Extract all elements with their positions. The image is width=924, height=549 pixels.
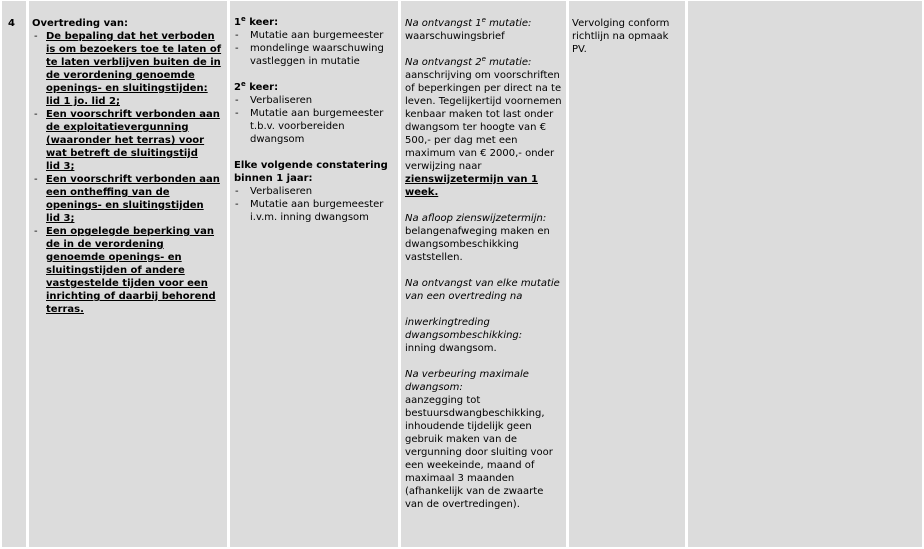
violation-item-ref: lid 1 jo. lid 2;	[46, 96, 120, 107]
second-ordinal-suffix: e	[240, 80, 246, 88]
first-ordinal: 1	[234, 17, 241, 28]
procedure-max-text: aanzegging tot bestuursdwangbeschikking, inhoudende tijdelijk geen gebruik maken van de vergunning door sluiting voor een weekeinde, maand of maximaal 3 maanden (afhankelijk van de zwaarte van de overtredingen).	[405, 395, 553, 510]
row-number-cell	[2, 1, 26, 547]
procedure-each-text: inning dwangsom.	[405, 343, 497, 354]
subsequent-occurrence-heading: Elke volgende constatering binnen 1 jaar:	[234, 160, 388, 184]
procedure-after-text: belangenafweging maken en dwangsombeschikking vaststellen.	[405, 226, 550, 263]
empty-cell	[688, 1, 922, 547]
procedure-max-label: Na verbeuring maximale dwangsom:	[405, 369, 529, 393]
second-occurrence-list	[234, 94, 396, 146]
procedure-first-text: waarschuwingsbrief	[405, 31, 505, 42]
follow-up-cell	[569, 1, 685, 547]
violation-item	[32, 173, 225, 225]
violation-list	[32, 30, 225, 316]
first-ordinal-suffix: e	[240, 15, 246, 23]
procedure-cell	[401, 1, 566, 547]
procedure-second-label	[405, 56, 564, 69]
label-sup: e	[481, 16, 486, 24]
violation-item	[32, 30, 225, 108]
violation-item-text: Een opgelegde beperking van de in de verordening genoemde openings- en sluitingstijden of andere vastgestelde tijden voor een inrichting of daarbij behorend terras.	[46, 226, 216, 315]
row-number: 4	[8, 18, 15, 29]
second-ordinal: 2	[234, 82, 241, 93]
second-label: keer:	[249, 82, 279, 93]
procedure-after-label: Na afloop zienswijzetermijn:	[405, 213, 547, 224]
procedure-each-label-1: Na ontvangst van elke mutatie van een overtreding na	[405, 278, 560, 302]
label-part: mutatie:	[485, 57, 532, 68]
list-item: - Mutatie aan burgemeester	[234, 29, 396, 42]
label-sup: e	[481, 55, 486, 63]
subsequent-occurrence-list	[234, 185, 396, 224]
list-item: - Verbaliseren	[234, 94, 396, 107]
procedure-first-label	[405, 17, 564, 30]
violation-item-ref: lid 3;	[46, 161, 75, 172]
list-item: - Verbaliseren	[234, 185, 396, 198]
violation-item-text: Een voorschrift verbonden aan de exploitatievergunning (waaronder het terras) voor wat betreft de sluitingstijd	[46, 109, 220, 159]
first-label: keer:	[249, 17, 279, 28]
label-part: Na ontvangst 2	[405, 57, 482, 68]
second-occurrence-heading	[234, 81, 396, 94]
first-occurrence-heading	[234, 16, 396, 29]
violation-item-text: De bepaling dat het verboden is om bezoekers toe te laten of te laten verblijven buiten de in de verordening genoemde openings- en sluitingstijden:	[46, 31, 222, 94]
term-highlight: zienswijzetermijn van 1 week.	[405, 174, 538, 198]
violation-heading: Overtreding van:	[32, 18, 128, 29]
procedure-each-label-2: inwerkingtreding dwangsombeschikking:	[405, 317, 523, 341]
text-part: aanschrijving om voorschriften of beperkingen per direct na te leven. Tegelijkertijd voornemen kenbaar maken tot last onder dwangsom ter hoogte van € 500,- per dag met een maximum van € 2000,- onder verwijzing naar	[405, 70, 562, 172]
list-item: - Mutatie aan burgemeester t.b.v. voorbereiden dwangsom	[234, 107, 396, 146]
procedure-second-text	[405, 69, 564, 199]
first-occurrence-list	[234, 29, 396, 68]
follow-up-text: Vervolging conform richtlijn na opmaak PV.	[572, 18, 670, 55]
list-item: - Mutatie aan burgemeester i.v.m. inning dwangsom	[234, 198, 396, 224]
violation-item-ref: lid 3;	[46, 213, 75, 224]
occurrence-cell	[230, 1, 398, 547]
violation-item-text: Een voorschrift verbonden aan een ontheffing van de openings- en sluitingstijden	[46, 174, 220, 211]
list-item: - mondelinge waarschuwing vastleggen in mutatie	[234, 42, 396, 68]
violation-item	[32, 225, 225, 316]
violation-item	[32, 108, 225, 173]
violation-cell	[29, 1, 227, 547]
label-part: mutatie:	[485, 18, 532, 29]
label-part: Na ontvangst 1	[405, 18, 482, 29]
